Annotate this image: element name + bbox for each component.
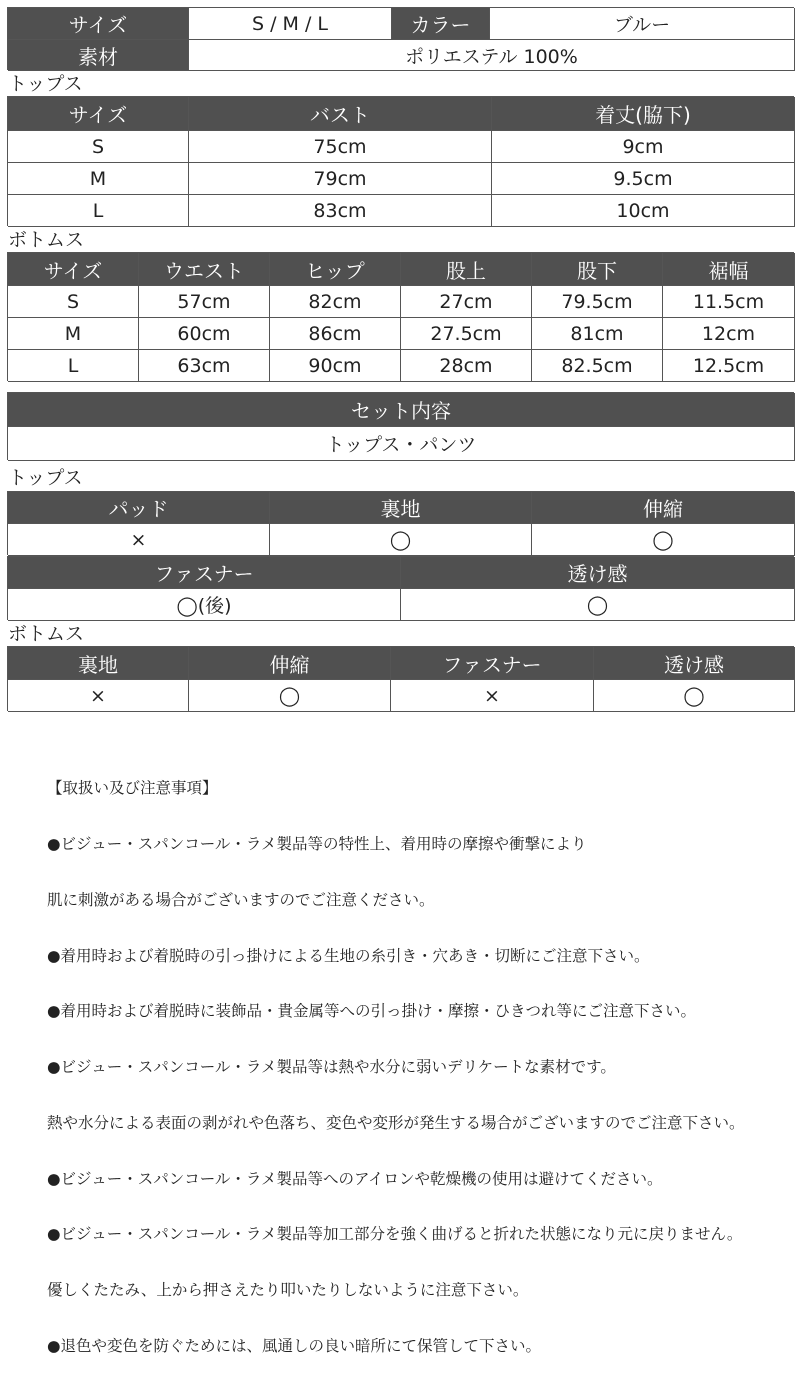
table-header: ヒップ	[270, 253, 401, 286]
table-cell: L	[8, 350, 139, 382]
note-line: ●ビジュー・スパンコール・ラメ製品等の特性上、着用時の摩擦や衝撃により	[47, 834, 587, 853]
bottoms-size-table	[7, 252, 794, 381]
table-cell: ◯	[594, 680, 795, 712]
note-line: 熱や水分による表面の剥がれや色落ち、変色や変形が発生する場合がございますのでご注意下さい。	[47, 1113, 745, 1132]
table-header: 裾幅	[663, 253, 795, 286]
table-cell: S	[8, 131, 189, 163]
table-cell: 81cm	[532, 318, 663, 350]
table-cell: M	[8, 163, 189, 195]
table-cell: 60cm	[139, 318, 270, 350]
table-cell: 75cm	[189, 131, 492, 163]
table-header: 透け感	[594, 647, 795, 680]
set-content-table	[7, 392, 794, 460]
note-line: ●着用時および着脱時に装飾品・貴金属等への引っ掛け・摩擦・ひきつれ等にご注意下さい。	[47, 1002, 697, 1021]
table-header: 透け感	[401, 557, 795, 589]
table-header: 裏地	[8, 647, 189, 680]
bottoms-features-table	[7, 646, 794, 711]
table-cell: ◯	[270, 524, 532, 556]
note-line: ●ビジュー・スパンコール・ラメ製品等は熱や水分に弱いデリケートな素材です。	[47, 1058, 616, 1077]
table-cell: 9cm	[492, 131, 795, 163]
table-header: 裏地	[270, 492, 532, 524]
table-cell: ×	[391, 680, 594, 712]
table-cell: 82cm	[270, 286, 401, 318]
note-line: ●着用時および着脱時の引っ掛けによる生地の糸引き・穴あき・切断にご注意下さい。	[47, 946, 650, 965]
spec-table	[7, 7, 794, 70]
table-cell: 12cm	[663, 318, 795, 350]
table-cell: 79.5cm	[532, 286, 663, 318]
table-cell: ◯	[189, 680, 391, 712]
bottoms-features-label: ボトムス	[8, 623, 85, 645]
table-header: パッド	[8, 492, 270, 524]
table-cell: L	[8, 195, 189, 227]
tops-features-table	[7, 491, 794, 555]
material-label: 素材	[8, 40, 189, 71]
note-line: 肌に刺激がある場合がございますのでご注意ください。	[47, 890, 435, 909]
table-cell: ◯	[532, 524, 795, 556]
table-cell: 12.5cm	[663, 350, 795, 382]
tops-features-table-2	[7, 556, 794, 620]
size-label: サイズ	[8, 8, 189, 40]
table-header: バスト	[189, 97, 492, 131]
table-header: 股上	[401, 253, 532, 286]
material-value: ポリエステル 100%	[189, 40, 795, 71]
table-header: ファスナー	[391, 647, 594, 680]
table-cell: 28cm	[401, 350, 532, 382]
table-cell: 27cm	[401, 286, 532, 318]
table-cell: ×	[8, 524, 270, 556]
table-header: 伸縮	[189, 647, 391, 680]
color-value: ブルー	[490, 8, 795, 40]
table-cell: 79cm	[189, 163, 492, 195]
table-cell: 10cm	[492, 195, 795, 227]
table-cell: 9.5cm	[492, 163, 795, 195]
table-cell: 63cm	[139, 350, 270, 382]
tops-features-label: トップス	[8, 467, 83, 489]
table-cell: 11.5cm	[663, 286, 795, 318]
table-header: サイズ	[8, 97, 189, 131]
table-header: 着丈(脇下)	[492, 97, 795, 131]
set-content-value: トップス・パンツ	[8, 427, 795, 461]
table-cell: ×	[8, 680, 189, 712]
note-line: ●ビジュー・スパンコール・ラメ製品等加工部分を強く曲げると折れた状態になり元に戻りません。	[47, 1225, 743, 1244]
table-cell: S	[8, 286, 139, 318]
table-cell: 83cm	[189, 195, 492, 227]
table-cell: 57cm	[139, 286, 270, 318]
table-header: 伸縮	[532, 492, 795, 524]
table-header: ウエスト	[139, 253, 270, 286]
notes-title: 【取扱い及び注意事項】	[47, 779, 218, 798]
table-cell: ◯	[401, 589, 795, 621]
tops-section-label: トップス	[8, 73, 83, 95]
color-label: カラー	[392, 8, 490, 40]
bottoms-section-label: ボトムス	[8, 229, 85, 251]
table-cell: 90cm	[270, 350, 401, 382]
note-line: 優しくたたみ、上から押さえたり叩いたりしないように注意下さい。	[47, 1281, 529, 1300]
set-content-header: セット内容	[8, 393, 795, 427]
note-line: ●ビジュー・スパンコール・ラメ製品等へのアイロンや乾燥機の使用は避けてください。	[47, 1169, 663, 1188]
table-cell: 82.5cm	[532, 350, 663, 382]
table-cell: 86cm	[270, 318, 401, 350]
table-header: 股下	[532, 253, 663, 286]
table-header: サイズ	[8, 253, 139, 286]
size-value: S / M / L	[189, 8, 392, 40]
table-cell: M	[8, 318, 139, 350]
table-header: ファスナー	[8, 557, 401, 589]
table-cell: 27.5cm	[401, 318, 532, 350]
table-cell: ◯(後)	[8, 589, 401, 621]
tops-size-table	[7, 96, 794, 226]
care-notes	[47, 742, 745, 1374]
note-line: ●退色や変色を防ぐためには、風通しの良い暗所にて保管して下さい。	[47, 1337, 542, 1355]
